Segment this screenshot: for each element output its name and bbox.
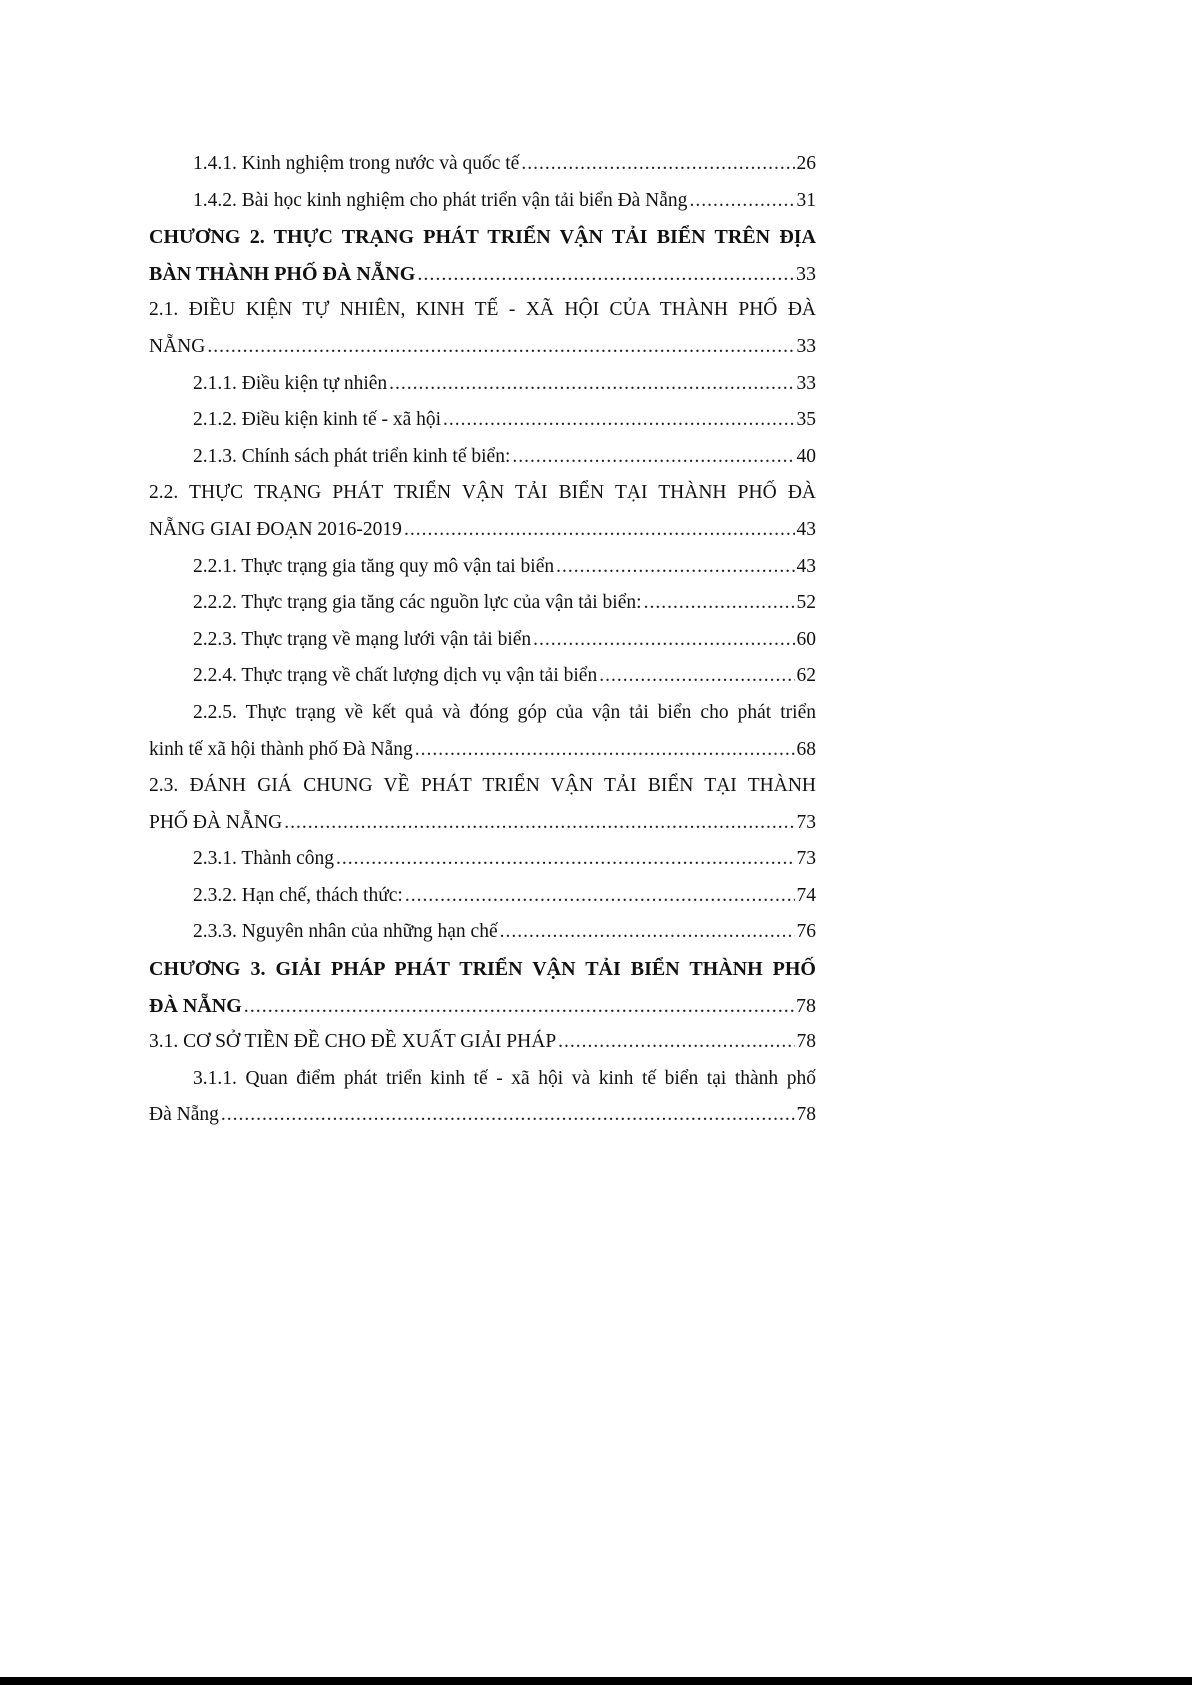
toc-entry <box>149 439 816 476</box>
toc-page-number: 78 <box>796 994 816 1017</box>
toc-entry <box>149 329 816 366</box>
toc-entry <box>149 695 816 732</box>
toc-entry <box>149 878 816 915</box>
toc-page-number: 68 <box>796 738 816 760</box>
toc-entry <box>149 146 816 183</box>
toc-entry <box>149 256 816 293</box>
toc-page-number: 31 <box>796 189 816 211</box>
toc-page-number: 78 <box>796 1104 816 1126</box>
toc-page-number: 74 <box>796 884 816 906</box>
toc-entry-title: PHỐ ĐÀ NẴNG <box>149 811 283 833</box>
toc-entry-title: 2.3.2. Hạn chế, thách thức: <box>193 884 403 906</box>
toc-entry <box>149 549 816 586</box>
toc-page-number: 52 <box>796 592 816 614</box>
toc-dot-leader <box>644 585 795 622</box>
toc-entry <box>149 585 816 622</box>
toc-dot-leader <box>415 732 795 769</box>
toc-entry <box>149 1024 816 1061</box>
toc-entry <box>149 841 816 878</box>
toc-entry-title: 2.2. THỰC TRẠNG PHÁT TRIỂN VẬN TẢI BIỂN TẠI THÀNH PHỐ ĐÀ <box>149 482 816 504</box>
toc-entry-title: NẴNG GIAI ĐOẠN 2016-2019 <box>149 518 402 540</box>
toc-entry <box>149 914 816 951</box>
toc-entry-title: 2.2.1. Thực trạng gia tăng quy mô vận tai biển <box>193 555 555 577</box>
toc-dot-leader <box>221 1097 795 1134</box>
toc-dot-leader <box>599 658 794 695</box>
toc-dot-leader <box>284 805 794 842</box>
toc-page-number: 60 <box>796 628 816 650</box>
toc-page-number: 73 <box>796 811 816 833</box>
toc-entry-title: 2.3. ĐÁNH GIÁ CHUNG VỀ PHÁT TRIỂN VẬN TẢI BIỂN TẠI THÀNH <box>149 775 816 797</box>
toc-entry <box>149 732 816 769</box>
toc-entry-title: ĐÀ NẴNG <box>149 994 242 1017</box>
toc-dot-leader <box>533 622 794 659</box>
toc-entry <box>149 183 816 220</box>
toc-dot-leader <box>417 256 794 293</box>
toc-entry-title: BÀN THÀNH PHỐ ĐÀ NẴNG <box>149 262 416 285</box>
toc-entry-title: NẴNG <box>149 335 206 357</box>
table-of-contents <box>149 146 816 1134</box>
toc-dot-leader <box>689 183 794 220</box>
toc-entry-title: 3.1. CƠ SỞ TIỀN ĐỀ CHO ĐỀ XUẤT GIẢI PHÁP <box>149 1031 557 1053</box>
toc-dot-leader <box>443 402 794 439</box>
toc-dot-leader <box>336 841 795 878</box>
toc-entry <box>149 1097 816 1134</box>
toc-entry-title: 2.2.5. Thực trạng về kết quả và đóng góp của vận tải biển cho phát triển <box>193 701 816 723</box>
toc-entry-title: 1.4.2. Bài học kinh nghiệm cho phát triển vận tải biển Đà Nẵng <box>193 189 688 211</box>
toc-entry-title: 2.2.3. Thực trạng về mạng lưới vận tải biển <box>193 628 532 650</box>
toc-entry-title: kinh tế xã hội thành phố Đà Nẵng <box>149 738 413 760</box>
toc-entry <box>149 219 816 256</box>
toc-entry-title: 1.4.1. Kinh nghiệm trong nước và quốc tế <box>193 153 520 174</box>
toc-page-number: 62 <box>796 665 816 687</box>
toc-entry-title: 2.3.1. Thành công <box>193 848 334 870</box>
toc-page-number: 26 <box>796 153 816 174</box>
toc-entry <box>149 1061 816 1098</box>
toc-dot-leader <box>556 549 794 586</box>
toc-entry-title: 2.2.4. Thực trạng về chất lượng dịch vụ vận tải biển <box>193 665 598 687</box>
toc-entry-title: 2.1. ĐIỀU KIỆN TỰ NHIÊN, KINH TẾ - XÃ HỘI CỦA THÀNH PHỐ ĐÀ <box>149 299 816 321</box>
toc-dot-leader <box>389 366 794 403</box>
toc-entry <box>149 658 816 695</box>
toc-entry <box>149 805 816 842</box>
toc-dot-leader <box>405 878 795 915</box>
toc-page-number: 33 <box>796 335 816 357</box>
toc-page-number: 43 <box>796 518 816 540</box>
toc-entry <box>149 366 816 403</box>
toc-page-number: 78 <box>796 1031 816 1053</box>
toc-dot-leader <box>207 329 794 366</box>
toc-entry <box>149 622 816 659</box>
toc-entry-title: 2.1.2. Điều kiện kinh tế - xã hội <box>193 409 442 431</box>
toc-page-number: 40 <box>796 445 816 467</box>
toc-page-number: 33 <box>796 372 816 394</box>
toc-dot-leader <box>244 988 794 1025</box>
toc-page-number: 33 <box>796 262 816 285</box>
toc-page-number: 76 <box>796 921 816 943</box>
toc-entry-title: Đà Nẵng <box>149 1104 219 1126</box>
toc-entry <box>149 402 816 439</box>
toc-entry-title: 3.1.1. Quan điểm phát triển kinh tế - xã hội và kinh tế biển tại thành phố <box>193 1067 816 1089</box>
toc-entry <box>149 988 816 1025</box>
toc-entry-title: CHƯƠNG 2. THỰC TRẠNG PHÁT TRIỂN VẬN TẢI BIỂN TRÊN ĐỊA <box>149 226 816 249</box>
toc-dot-leader <box>500 914 795 951</box>
bottom-edge-bar <box>0 1677 1192 1685</box>
toc-entry <box>149 292 816 329</box>
toc-entry-title: 2.3.3. Nguyên nhân của những hạn chế <box>193 921 498 943</box>
toc-dot-leader <box>404 512 795 549</box>
toc-entry-title: 2.2.2. Thực trạng gia tăng các nguồn lực của vận tải biển: <box>193 592 642 614</box>
toc-entry <box>149 951 816 988</box>
toc-entry-title: CHƯƠNG 3. GIẢI PHÁP PHÁT TRIỂN VẬN TẢI BIỂN THÀNH PHỐ <box>149 958 816 981</box>
toc-entry-title: 2.1.1. Điều kiện tự nhiên <box>193 372 388 394</box>
toc-dot-leader <box>521 146 794 183</box>
toc-entry <box>149 768 816 805</box>
toc-page-number: 35 <box>796 409 816 431</box>
toc-page-number: 73 <box>796 848 816 870</box>
toc-entry <box>149 512 816 549</box>
toc-page-number: 43 <box>796 555 816 577</box>
toc-entry-title: 2.1.3. Chính sách phát triển kinh tế biển: <box>193 445 511 467</box>
toc-entry <box>149 475 816 512</box>
toc-dot-leader <box>558 1024 794 1061</box>
toc-dot-leader <box>512 439 794 476</box>
